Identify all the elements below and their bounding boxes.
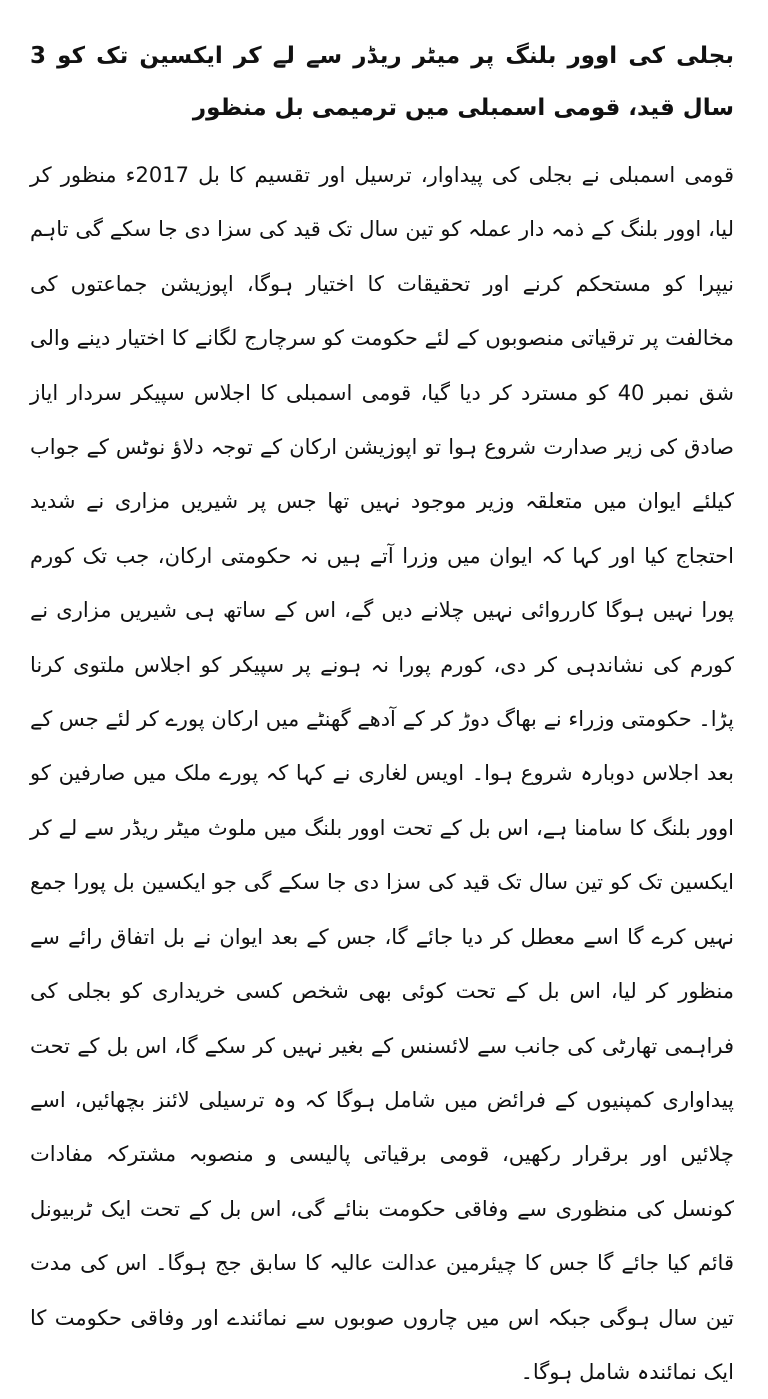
article-headline: بجلی کی اوور بلنگ پر میٹر ریڈر سے لے کر ایکسین تک کو 3 سال قید، قومی اسمبلی میں ترمیمی بل منظور (30, 43, 734, 121)
article-body: قومی اسمبلی نے بجلی کی پیداوار، ترسیل اور تقسیم کا بل 2017ء منظور کر لیا، اوور بلنگ کے ذمہ دار عملہ کو تین سال تک قید کی سزا دی جا سکے گی تاہم نیپرا کو مستحکم کرنے اور تحقیقات کا اختیار ہوگا، اپوزیشن جماعتوں کی مخالفت پر ترقیاتی منصوبوں کے لئے حکومت کو سرچارج لگانے کا اختیار دینے والی شق نمبر 40 کو مسترد کر دیا گیا، قومی اسمبلی کا اجلاس سپیکر سردار ایاز صادق کی زیر صدارت شروع ہوا تو اپوزیشن ارکان کے توجہ دلاؤ نوٹس کے جواب کیلئے ایوان میں متعلقہ وزیر موجود نہیں تھا جس پر شیریں مزاری نے شدید احتجاج کیا اور کہا کہ ایوان میں وزرا آتے ہیں نہ حکومتی ارکان، جب تک کورم پورا نہیں ہوگا کارروائی نہیں چلانے دیں گے، اس کے ساتھ ہی شیریں مزاری نے کورم کی نشاندہی کر دی، کورم پورا نہ ہونے پر سپیکر کو اجلاس ملتوی کرنا پڑا۔ حکومتی وزراء نے بھاگ دوڑ کر کے آدھے گھنٹے میں ارکان پورے کر لئے جس کے بعد اجلاس دوبارہ شروع ہوا۔ اویس لغاری نے کہا کہ پورے ملک میں صارفین کو اوور بلنگ کا سامنا ہے، اس بل کے تحت اوور بلنگ میں ملوث میٹر ریڈر سے لے کر ایکسین تک کو تین سال تک قید کی سزا دی جا سکے گی جو ایکسین بل پورا جمع نہیں کرے گا اسے معطل کر دیا جائے گا، جس کے بعد ایوان نے بل اتفاق رائے سے منظور کر لیا، اس بل کے تحت کوئی بھی شخص کسی خریداری کو بجلی کی فراہمی تھارٹی کی جانب سے لائسنس کے بغیر نہیں کر سکے گا، اس بل کے تحت پیداواری کمپنیوں کے فرائض میں شامل ہوگا کہ وہ ترسیلی لائنز بچھائیں، اسے چلائیں اور برقرار رکھیں، قومی برقیاتی پالیسی و منصوبہ مشترکہ مفادات کونسل کی منظوری سے وفاقی حکومت بنائے گی، اس بل کے تحت ایک ٹربیونل قائم کیا جائے گا جس کا چیئرمین عدالت عالیہ کا سابق جج ہوگا۔ اس کی مدت تین سال ہوگی جبکہ اس میں چاروں صوبوں سے نمائندے اور وفاقی حکومت کا ایک نمائندہ شامل ہوگا۔ (30, 163, 734, 1384)
